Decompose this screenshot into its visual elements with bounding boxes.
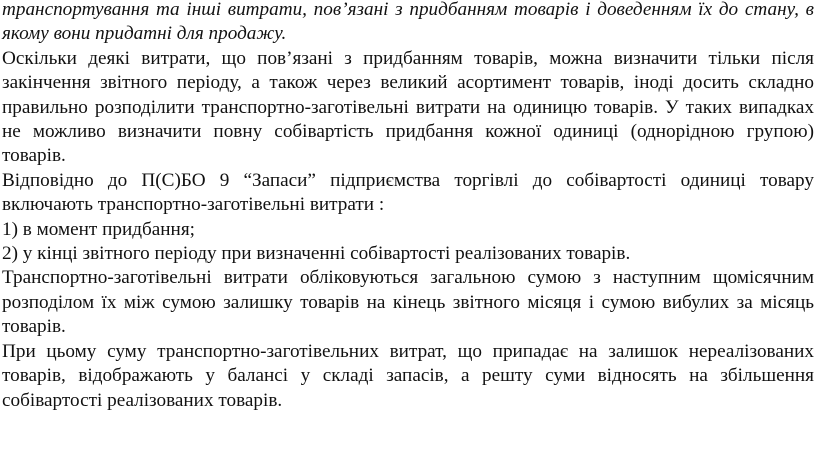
paragraph-3: Транспортно-заготівельні витрати обліковуються загальною сумою з наступним щомісячним розподілом їх між сумою залишку товарів на кінець звітного місяця і сумою вибулих за місяць товарів. [2,267,814,338]
paragraph-4: При цьому суму транспортно-заготівельних витрат, що припадає на залишок нереалізованих товарів, відображають у балансі у складі запасів, а решту суми відносять на збільшення собівартості реалізованих товарів. [2,340,814,411]
paragraph-2: Відповідно до П(С)БО 9 “Запаси” підприємства торгівлі до собівартості одиниці товару включають транспортно-заготівельні витрати : [2,169,814,216]
paragraph-1: Оскільки деякі витрати, що пов’язані з придбанням товарів, можна визначити тільки після закінчення звітного періоду, а також через великий асортимент товарів, іноді досить складно правильно розподілити транспортно-заготівельні витрати на одиницю товарів. У таких випадках не можливо визначити повну собівартість придбання кожної одиниці (однорідною групою) товарів. [2,47,814,167]
intro-italic-text: транспортування та інші витрати, пов’язані з придбанням товарів і доведенням їх до стану, в якому вони придатні для продажу. [2,0,814,45]
list-item-1: 1) в момент придбання; [2,218,195,240]
list-item-2: 2) у кінці звітного періоду при визначенні собівартості реалізованих товарів. [2,243,631,265]
